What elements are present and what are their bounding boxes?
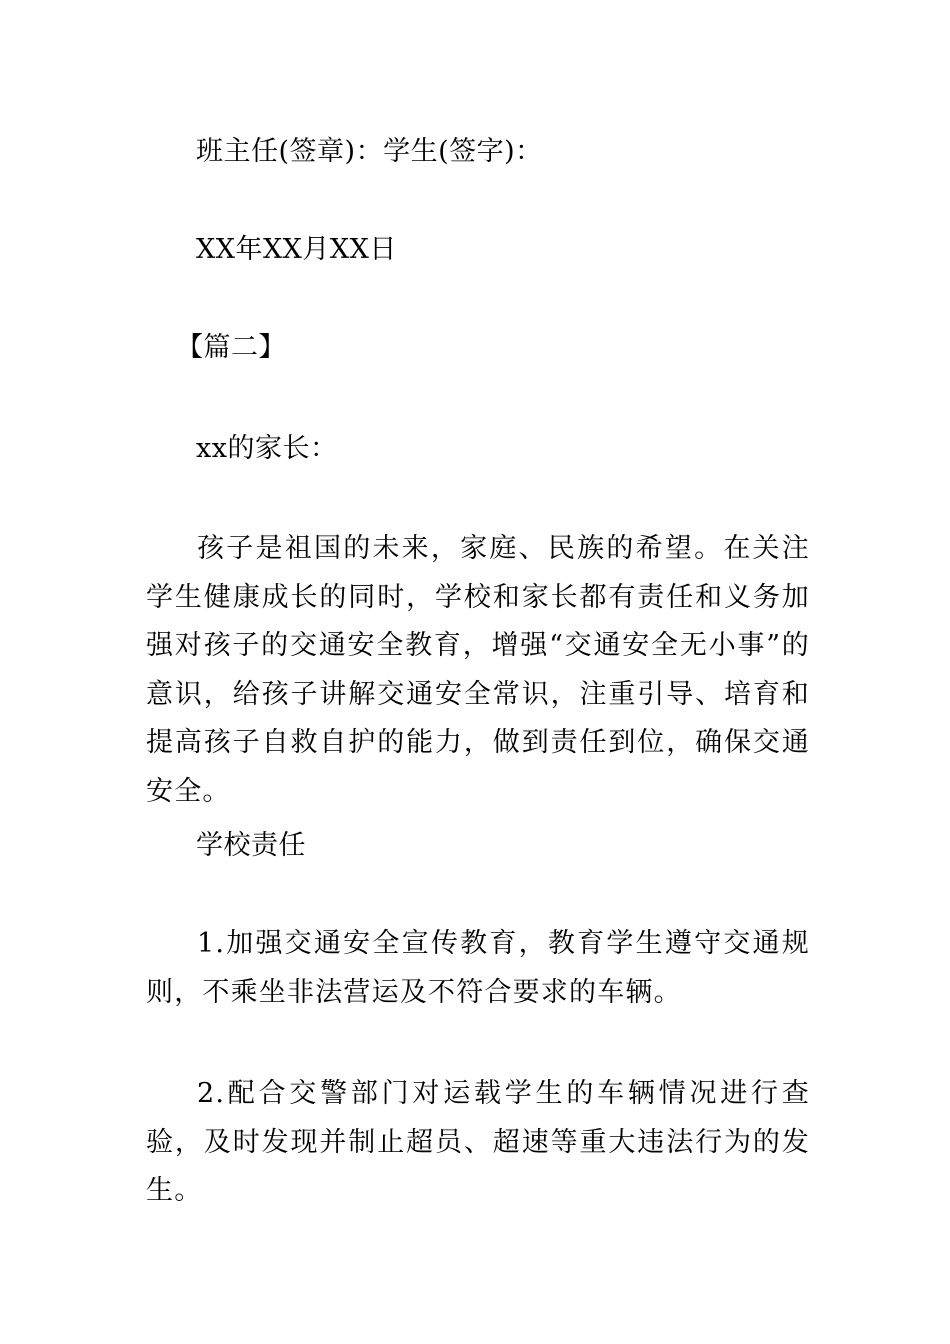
- responsibility-item-1: 1.加强交通安全宣传教育，教育学生遵守交通规则，不乘坐非法营运及不符合要求的车辆。: [146, 928, 810, 1008]
- signature-line: 班主任(签章)：学生(签字)：: [196, 136, 543, 167]
- salutation: xx的家长：: [196, 433, 338, 464]
- date-line: XX年XX月XX日: [196, 234, 397, 265]
- intro-paragraph: 孩子是祖国的未来，家庭、民族的希望。在关注学生健康成长的同时，学校和家长都有责任和义务加强对孩子的交通安全教育，增强“交通安全无小事”的意识，给孩子讲解交通安全常识，注重引导、培育和提高孩子自救自护的能力，做到责任到位，确保交通安全。: [146, 533, 810, 807]
- school-responsibility-heading: 学校责任: [196, 830, 306, 861]
- responsibility-item-2: 2.配合交警部门对运载学生的车辆情况进行查验，及时发现并制止超员、超速等重大违法行为的发生。: [146, 1078, 810, 1206]
- section-heading: 【篇二】: [176, 332, 286, 363]
